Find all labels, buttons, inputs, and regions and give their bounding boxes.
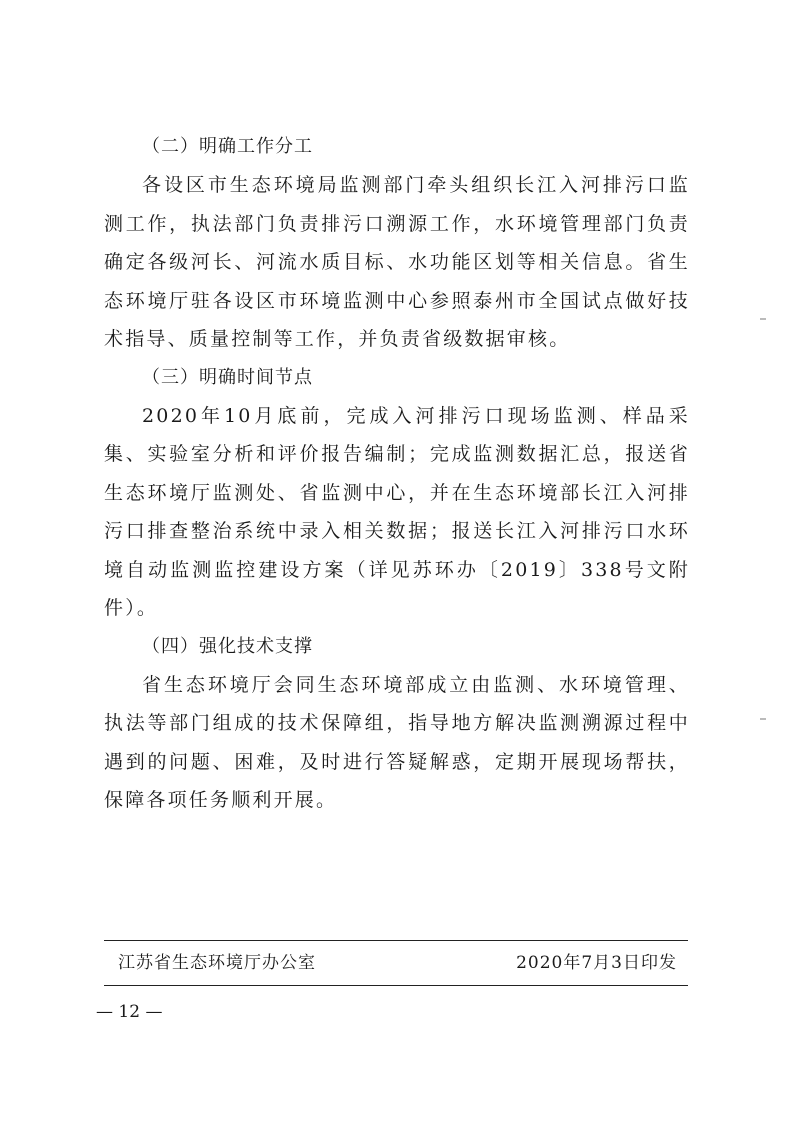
footer-divider-bottom — [104, 985, 688, 986]
section-heading-2: （二）明确工作分工 — [142, 136, 313, 157]
scan-mark — [760, 718, 766, 720]
body-text — [104, 128, 690, 820]
section-heading-4: （四）强化技术支撑 — [142, 635, 313, 657]
issuing-office: 江苏省生态环境厅办公室 — [118, 953, 316, 973]
section-paragraph-3: 2020年10月底前，完成入河排污口现场监测、样品采集、实验室分析和评价报告编制；完成监测数据汇总，报送省生态环境厅监测处、省监测中心，并在生态环境部长江入河排污口排查整治系统中录入相关数据；报送长江入河排污口水环境自动监测监控建设方案（详见苏环办〔2019〕338号文附件）。 — [104, 404, 690, 619]
footer-divider-top — [104, 940, 688, 941]
scan-mark — [760, 318, 766, 320]
section-paragraph-2: 各设区市生态环境局监测部门牵头组织长江入河排污口监测工作，执法部门负责排污口溯源工作，水环境管理部门负责确定各级河长、河流水质目标、水功能区划等相关信息。省生态环境厅驻各设区市环境监测中心参照泰州市全国试点做好技术指导、质量控制等工作，并负责省级数据审核。 — [104, 174, 690, 350]
issue-date: 2020年7月3日印发 — [516, 953, 677, 973]
section-paragraph-4: 省生态环境厅会同生态环境部成立由监测、水环境管理、执法等部门组成的技术保障组，指导地方解决监测溯源过程中遇到的问题、困难，及时进行答疑解惑，定期开展现场帮扶，保障各项任务顺利开展。 — [104, 673, 690, 811]
section-heading-3: （三）明确时间节点 — [142, 366, 313, 388]
page-number: — 12 — — [96, 1002, 163, 1022]
